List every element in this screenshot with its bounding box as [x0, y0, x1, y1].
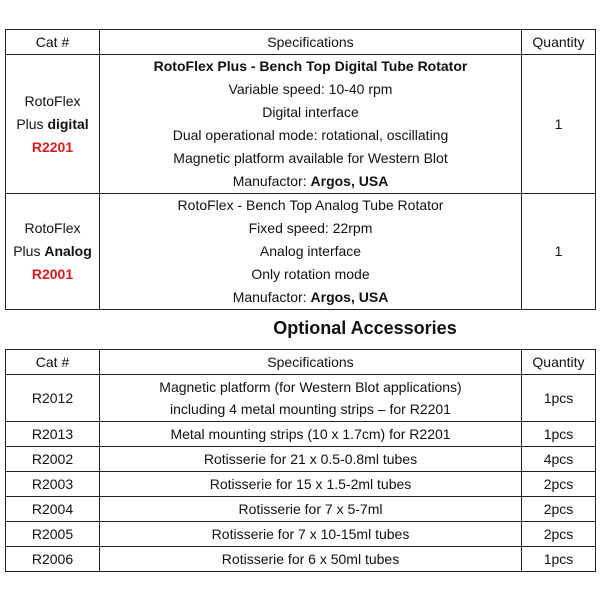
accessory-qty: 2pcs	[522, 472, 596, 497]
product-name-line2	[6, 113, 99, 136]
product-name-line1: RotoFlex	[24, 92, 81, 109]
accessory-cat: R2012	[6, 375, 100, 422]
accessory-spec: Metal mounting strips (10 x 1.7cm) for R2201	[100, 422, 522, 447]
accessory-row	[6, 547, 596, 572]
product-name-plain: Plus	[16, 115, 48, 132]
product-name-bold: digital	[47, 115, 89, 132]
accessory-cat: R2013	[6, 422, 100, 447]
product-spec-line: Digital interface	[262, 104, 359, 120]
accessory-cat: R2004	[6, 497, 100, 522]
product-name-plain: Plus	[13, 243, 45, 259]
product-code: R2201	[31, 138, 74, 155]
product-spec-line: Dual operational mode: rotational, oscillating	[172, 127, 449, 143]
product-name-line2	[6, 240, 99, 263]
product-cat-cell	[6, 194, 100, 310]
product-spec-title: RotoFlex - Bench Top Analog Tube Rotator	[177, 197, 444, 213]
accessory-qty: 1pcs	[522, 422, 596, 447]
accessory-qty: 1pcs	[522, 547, 596, 572]
product-spec-cell	[100, 55, 522, 194]
accessory-qty: 2pcs	[522, 522, 596, 547]
product-spec-cell	[100, 194, 522, 310]
accessory-row	[6, 522, 596, 547]
accessory-spec-line: including 4 metal mounting strips – for R2201	[170, 401, 451, 417]
accessories-header-row	[6, 350, 596, 375]
accessory-cat: R2005	[6, 522, 100, 547]
product-qty: 1	[522, 55, 596, 194]
product-cat-cell	[6, 55, 100, 194]
accessory-cat: R2006	[6, 547, 100, 572]
accessory-spec: Rotisserie for 7 x 5-7ml	[100, 497, 522, 522]
product-name-line1: RotoFlex	[24, 220, 81, 236]
header-spec: Specifications	[100, 350, 522, 375]
accessories-table	[5, 349, 596, 572]
accessory-spec: Rotisserie for 6 x 50ml tubes	[100, 547, 522, 572]
product-manufacturer	[100, 286, 521, 309]
manufacturer-label: Manufactor:	[232, 289, 311, 305]
accessory-spec: Rotisserie for 7 x 10-15ml tubes	[100, 522, 522, 547]
accessory-qty: 2pcs	[522, 497, 596, 522]
manufacturer-value: Argos, USA	[310, 289, 389, 305]
accessory-qty: 1pcs	[522, 375, 596, 422]
accessory-row	[6, 472, 596, 497]
header-cat: Cat #	[6, 350, 100, 375]
manufacturer-label: Manufactor:	[232, 173, 311, 189]
products-table	[5, 29, 596, 310]
product-manufacturer	[100, 170, 521, 193]
product-spec-line: Only rotation mode	[251, 266, 370, 282]
product-spec-line: Magnetic platform available for Western Blot	[173, 150, 448, 166]
header-qty: Quantity	[522, 350, 596, 375]
product-spec-title: RotoFlex Plus - Bench Top Digital Tube Rotator	[153, 58, 468, 74]
product-code: R2001	[31, 266, 74, 282]
products-header-row	[6, 30, 596, 55]
accessory-spec: Rotisserie for 21 x 0.5-0.8ml tubes	[100, 447, 522, 472]
accessory-spec: Rotisserie for 15 x 1.5-2ml tubes	[100, 472, 522, 497]
product-spec-line: Variable speed: 10-40 rpm	[228, 81, 393, 97]
product-row-analog	[6, 194, 596, 310]
product-spec-line: Analog interface	[259, 243, 362, 259]
product-row-digital	[6, 55, 596, 194]
accessories-title: Optional Accessories	[273, 318, 457, 338]
accessory-cat: R2002	[6, 447, 100, 472]
accessory-spec	[100, 375, 522, 422]
product-qty: 1	[522, 194, 596, 310]
accessory-cat: R2003	[6, 472, 100, 497]
header-cat: Cat #	[6, 30, 100, 55]
accessory-row	[6, 447, 596, 472]
product-name-bold: Analog	[44, 243, 92, 259]
header-qty: Quantity	[522, 30, 596, 55]
accessory-row	[6, 375, 596, 422]
accessory-qty: 4pcs	[522, 447, 596, 472]
manufacturer-value: Argos, USA	[310, 173, 389, 189]
accessory-row	[6, 422, 596, 447]
product-spec-line: Fixed speed: 22rpm	[248, 220, 373, 236]
accessory-row	[6, 497, 596, 522]
header-spec: Specifications	[100, 30, 522, 55]
accessory-spec-line: Magnetic platform (for Western Blot applications)	[159, 379, 462, 395]
